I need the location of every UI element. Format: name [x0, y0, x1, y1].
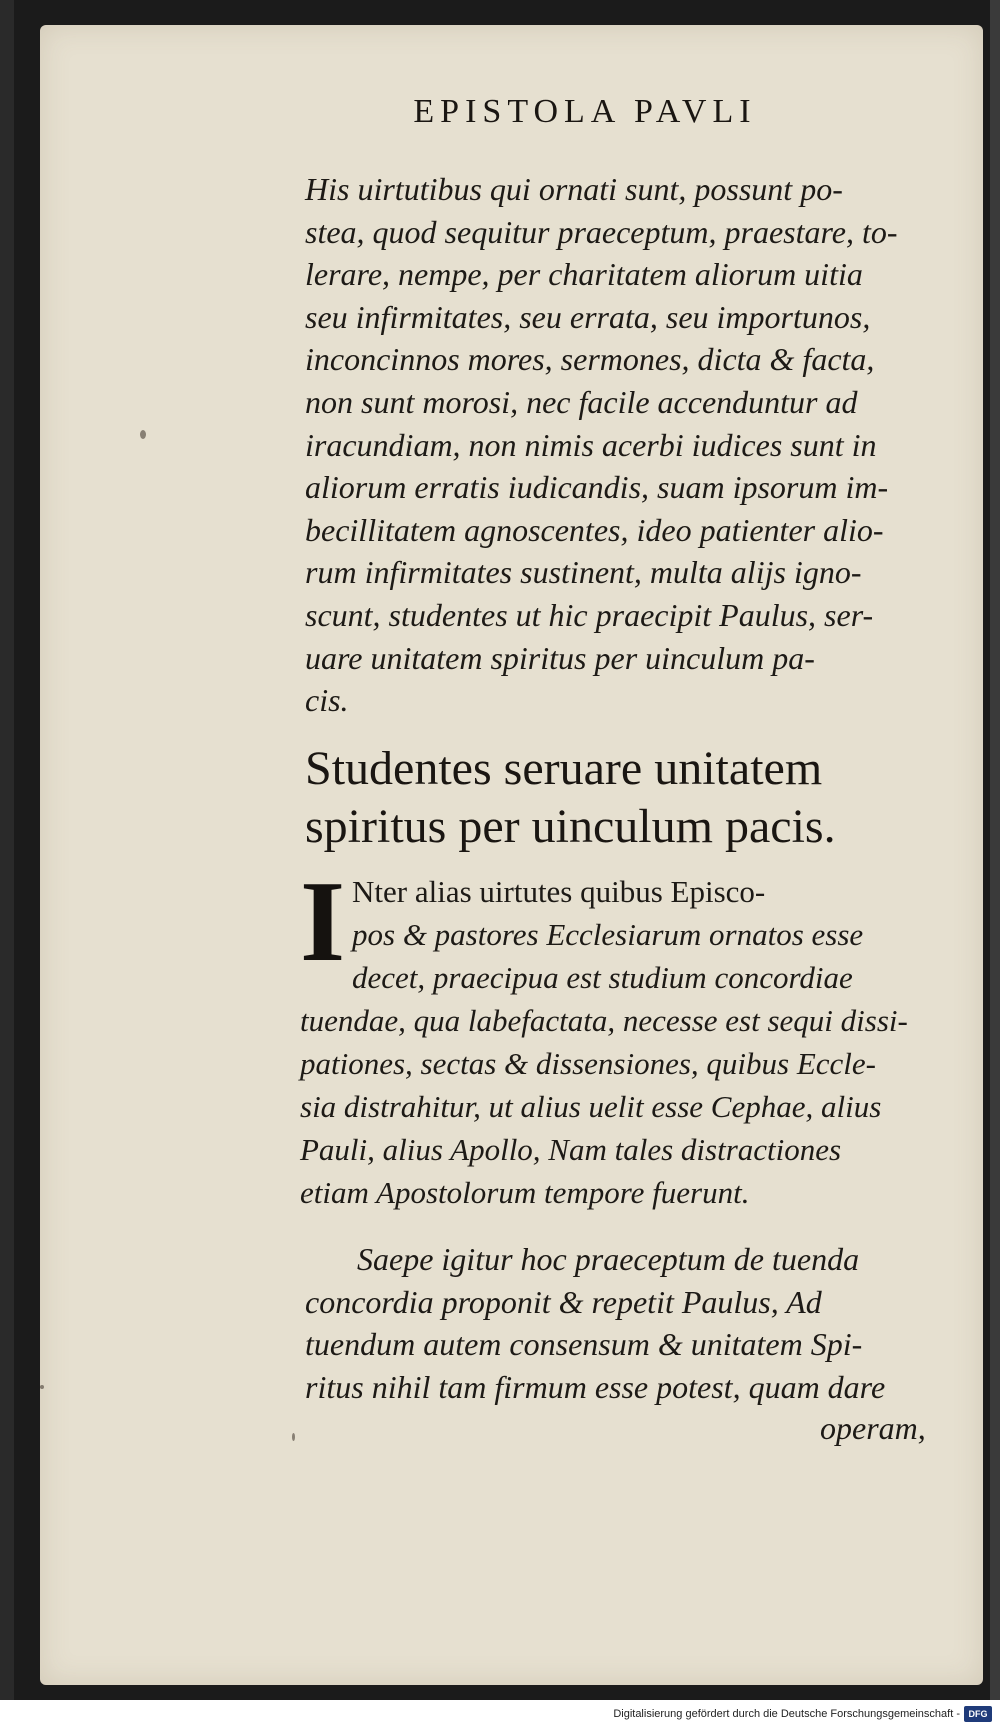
text-line: Nter alias uirtutes quibus Episco- — [352, 874, 766, 909]
footer-credit: Digitalisierung gefördert durch die Deutsche Forschungsgemeinschaft - — [613, 1708, 960, 1720]
text-line: sia distrahitur, ut alius uelit esse Cephae, alius — [300, 1089, 882, 1124]
text-line: inconcinnos mores, sermones, dicta & facta, — [305, 341, 875, 378]
text-line: decet, praecipua est studium concordiae — [352, 960, 853, 995]
text-line: tuendum autem consensum & unitatem Spi- — [305, 1326, 863, 1363]
text-line: cis. — [305, 682, 349, 719]
footer-bar — [0, 1700, 1000, 1730]
text-line: His uirtutibus qui ornati sunt, possunt po- — [305, 171, 843, 207]
text-line: aliorum erratis iudicandis, suam ipsorum im- — [305, 469, 889, 506]
text-line: non sunt morosi, nec facile accenduntur ad — [305, 383, 858, 420]
text-line: tuendae, qua labefactata, necesse est sequi dissi- — [300, 1003, 908, 1038]
text-line: iracundiam, non nimis acerbi iudices sunt in — [305, 426, 877, 463]
paragraph-3 — [305, 1238, 955, 1408]
text-line: rum infirmitates sustinent, multa alijs igno- — [305, 554, 862, 591]
text-line: Pauli, alius Apollo, Nam tales distractiones — [300, 1132, 842, 1167]
heading-line: spiritus per uinculum pacis. — [305, 800, 836, 853]
heading-line: Studentes seruare unitatem — [305, 742, 823, 795]
text-line: stea, quod sequitur praeceptum, praestare, to- — [305, 213, 898, 250]
text-line: lerare, nempe, per charitatem aliorum uitia — [305, 256, 863, 293]
ink-spot — [292, 1433, 295, 1441]
drop-cap: I — [300, 858, 346, 986]
running-head: EPISTOLA PAVLI — [413, 93, 757, 130]
section-heading — [305, 740, 965, 856]
text-line: etiam Apostolorum tempore fuerunt. — [300, 1175, 750, 1210]
paragraph-2 — [300, 858, 960, 1214]
paragraph-1 — [305, 168, 955, 722]
ink-spot — [140, 430, 146, 439]
text-line: seu infirmitates, seu errata, seu importunos, — [305, 298, 871, 335]
text-line: concordia proponit & repetit Paulus, Ad — [305, 1283, 822, 1320]
text-line: uare unitatem spiritus per uinculum pa- — [305, 639, 815, 676]
text-line: Saepe igitur hoc praeceptum de tuenda — [357, 1241, 860, 1277]
ink-spot — [40, 1385, 44, 1389]
text-line: scunt, studentes ut hic praecipit Paulus, ser- — [305, 596, 874, 633]
catchword: operam, — [820, 1410, 926, 1446]
dfg-logo: DFG — [964, 1706, 992, 1722]
text-line: pos & pastores Ecclesiarum ornatos esse — [352, 917, 864, 952]
text-line: becillitatem agnoscentes, ideo patienter alio- — [305, 511, 884, 548]
text-line: ritus nihil tam firmum esse potest, quam dare — [305, 1368, 886, 1405]
text-line: pationes, sectas & dissensiones, quibus Eccle- — [300, 1046, 876, 1081]
